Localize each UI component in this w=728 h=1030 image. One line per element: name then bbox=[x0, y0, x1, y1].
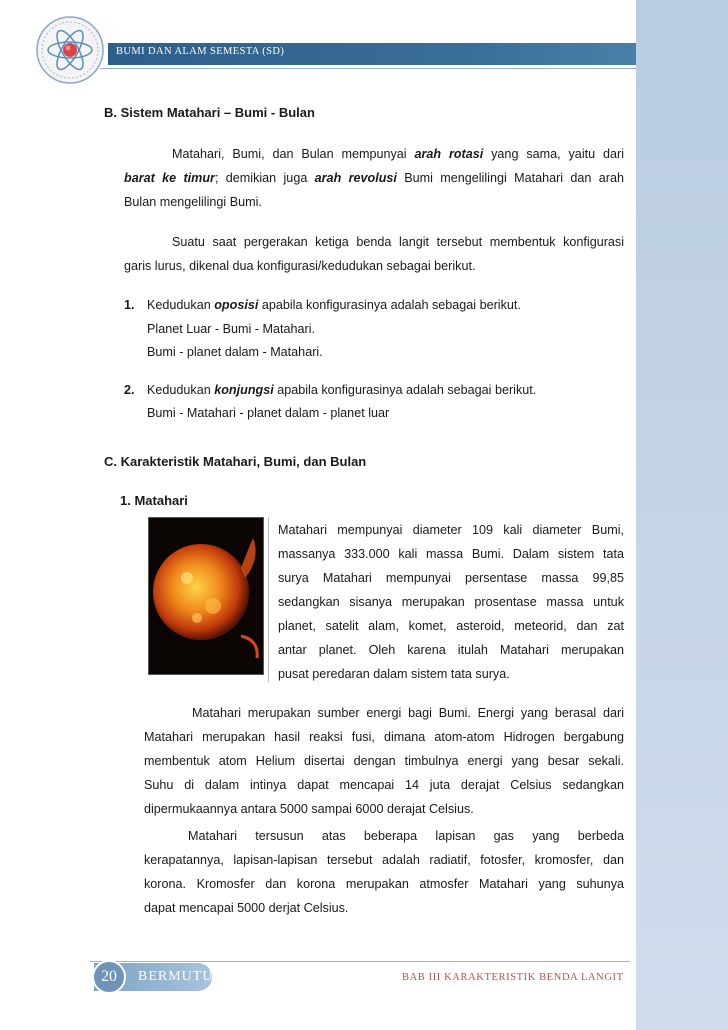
section-b-para2-line1: Suatu saat pergerakan ketiga benda langit tersebut membentuk konfigurasi bbox=[172, 235, 624, 249]
energy-line-1: Matahari merupakan sumber energi bagi Bumi. Energi yang berasal dari bbox=[192, 706, 624, 720]
section-b-para1-line3: Bulan mengelilingi Bumi. bbox=[124, 195, 262, 209]
sun-desc-line-3: surya Matahari mempunyai persentase massa 99,85 bbox=[278, 571, 624, 585]
item1-config2: Bumi - planet dalam - Matahari. bbox=[147, 345, 323, 359]
footer-rule bbox=[90, 961, 630, 962]
header-rule bbox=[100, 68, 636, 69]
energy-line-4: Suhu di dalam intinya dapat mencapai 14 juta derajat Celsius sedangkan bbox=[144, 778, 624, 792]
section-b-para2-line2: garis lurus, dikenal dua konfigurasi/kedudukan sebagai berikut. bbox=[124, 259, 476, 273]
page-number-badge bbox=[92, 960, 126, 994]
section-b-para1-line1: Matahari, Bumi, dan Bulan mempunyai arah rotasi yang sama, yaitu dari bbox=[172, 147, 625, 161]
sun-desc-line-4: sedangkan sisanya merupakan prosentase massa untuk bbox=[278, 595, 624, 609]
subsection-matahari-heading: 1. Matahari bbox=[120, 493, 188, 508]
image-divider bbox=[268, 517, 269, 682]
footer-chapter-title: BAB III KARAKTERISTIK BENDA LANGIT bbox=[402, 972, 624, 983]
sun-image bbox=[148, 517, 264, 675]
running-header: BUMI DAN ALAM SEMESTA (SD) bbox=[116, 46, 285, 57]
layers-line-2: kerapatannya, lapisan-lapisan tersebut adalah radiatif, fotosfer, kromosfer, dan bbox=[144, 853, 624, 867]
sun-desc-line-6: antar planet. Oleh karena itulah Matahari merupakan bbox=[278, 643, 624, 657]
item1-config1: Planet Luar - Bumi - Matahari. bbox=[147, 322, 315, 336]
item1-text: Kedudukan oposisi apabila konfigurasinya adalah sebagai berikut. bbox=[147, 298, 521, 312]
sun-desc-line-1: Matahari mempunyai diameter 109 kali diameter Bumi, bbox=[278, 523, 624, 537]
layers-line-3: korona. Kromosfer dan korona merupakan atmosfer Matahari yang suhunya bbox=[144, 877, 624, 891]
energy-line-2: Matahari merupakan hasil reaksi fusi, dimana atom-atom Hidrogen bergabung bbox=[144, 730, 624, 744]
sun-desc-line-5: planet, satelit alam, komet, asteroid, meteorid, dan zat bbox=[278, 619, 624, 633]
sun-desc-line-7: pusat peredaran dalam sistem tata surya. bbox=[278, 667, 510, 681]
item1-number: 1. bbox=[124, 298, 135, 312]
item2-text: Kedudukan konjungsi apabila konfigurasinya adalah sebagai berikut. bbox=[147, 383, 537, 397]
item2-config: Bumi - Matahari - planet dalam - planet luar bbox=[147, 406, 390, 420]
energy-line-5: dipermukaannya antara 5000 sampai 6000 derajat Celsius. bbox=[144, 802, 474, 816]
sun-desc-line-2: massanya 333.000 kali massa Bumi. Dalam sistem tata bbox=[278, 547, 624, 561]
page-number: 20 bbox=[101, 968, 117, 985]
item2-number: 2. bbox=[124, 383, 135, 397]
right-side-bar bbox=[636, 0, 728, 1030]
section-b-para1-line2: barat ke timur; demikian juga arah revolusi Bumi mengelilingi Matahari dan arah bbox=[124, 171, 624, 185]
layers-line-4: dapat mencapai 5000 derjat Celsius. bbox=[144, 901, 349, 915]
institution-logo bbox=[34, 14, 106, 86]
layers-line-1: Matahari tersusun atas beberapa lapisan gas yang berbeda bbox=[188, 829, 624, 843]
section-b-heading: B. Sistem Matahari – Bumi - Bulan bbox=[104, 105, 315, 120]
section-c-heading: C. Karakteristik Matahari, Bumi, dan Bulan bbox=[104, 454, 367, 469]
energy-line-3: membentuk atom Helium disertai dengan timbulnya energi yang besar sekali. bbox=[144, 754, 624, 768]
footer-brand: BERMUTU bbox=[138, 969, 214, 984]
